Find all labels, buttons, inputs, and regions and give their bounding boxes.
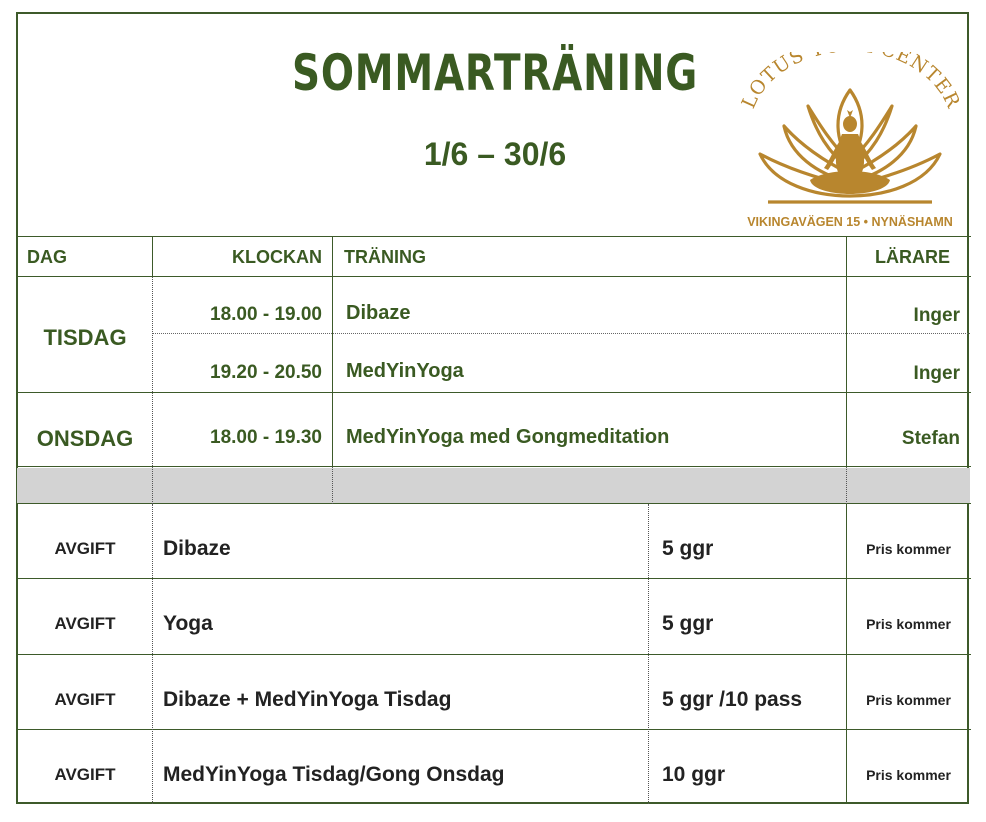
fee-description: Dibaze: [163, 537, 231, 560]
logo-address: VIKINGAVÄGEN 15 • NYNÄSHAMN: [747, 215, 953, 229]
lotus-yoga-logo: [738, 52, 962, 232]
separator-band: [17, 468, 970, 503]
fee-price: Pris kommer: [866, 692, 951, 708]
fee-count: 5 ggr: [662, 537, 714, 560]
session-teacher: Inger: [913, 363, 960, 384]
col-divider: [332, 467, 333, 504]
col-header-larare: LÄRARE: [875, 247, 950, 267]
col-divider: [152, 236, 153, 277]
divider: [16, 236, 971, 237]
fee-count: 10 ggr: [662, 763, 726, 786]
fee-count: 5 ggr /10 pass: [662, 688, 803, 711]
col-divider: [332, 277, 333, 467]
col-header-traning: TRÄNING: [344, 247, 426, 267]
col-divider: [152, 504, 153, 804]
fee-label: AVGIFT: [54, 539, 116, 558]
fee-description: MedYinYoga Tisdag/Gong Onsdag: [163, 763, 505, 786]
lotus-meditation-icon: [738, 52, 962, 232]
col-header-klockan: KLOCKAN: [232, 247, 322, 267]
col-divider: [846, 504, 847, 804]
col-divider: [846, 236, 847, 277]
session-time: 18.00 - 19.30: [210, 427, 322, 448]
page-title: SOMMARTRÄNING: [291, 44, 699, 102]
session-teacher: Inger: [913, 305, 960, 326]
row-divider: [152, 333, 970, 334]
col-divider: [648, 504, 649, 804]
fee-count: 5 ggr: [662, 612, 714, 635]
svg-text:LOTUS YOGA CENTER: [738, 52, 962, 112]
fee-label: AVGIFT: [54, 614, 116, 633]
session-teacher: Stefan: [901, 428, 960, 449]
col-divider: [846, 277, 847, 467]
session-training: MedYinYoga: [346, 360, 464, 382]
session-time: 18.00 - 19.00: [210, 304, 322, 325]
fee-description: Yoga: [163, 612, 213, 635]
session-training: MedYinYoga med Gongmeditation: [346, 426, 670, 448]
col-divider: [332, 236, 333, 277]
day-onsdag: ONSDAG: [36, 426, 134, 451]
session-time: 19.20 - 20.50: [210, 362, 322, 383]
day-tisdag: TISDAG: [43, 325, 127, 350]
col-divider: [846, 467, 847, 504]
fee-price: Pris kommer: [866, 767, 951, 783]
divider: [16, 578, 971, 579]
date-range: 1/6 – 30/6: [423, 136, 567, 172]
col-header-dag: DAG: [27, 247, 67, 267]
divider: [16, 466, 971, 467]
fee-label: AVGIFT: [54, 690, 116, 709]
fee-price: Pris kommer: [866, 541, 951, 557]
divider: [16, 392, 971, 393]
logo-name: LOTUS ENTER: [738, 52, 962, 112]
session-training: Dibaze: [346, 302, 411, 324]
fee-description: Dibaze + MedYinYoga Tisdag: [163, 688, 452, 711]
divider: [16, 276, 971, 277]
fee-label: AVGIFT: [54, 765, 116, 784]
divider: [16, 503, 971, 504]
col-divider: [152, 277, 153, 504]
fee-price: Pris kommer: [866, 616, 951, 632]
divider: [16, 654, 971, 655]
divider: [16, 729, 971, 730]
